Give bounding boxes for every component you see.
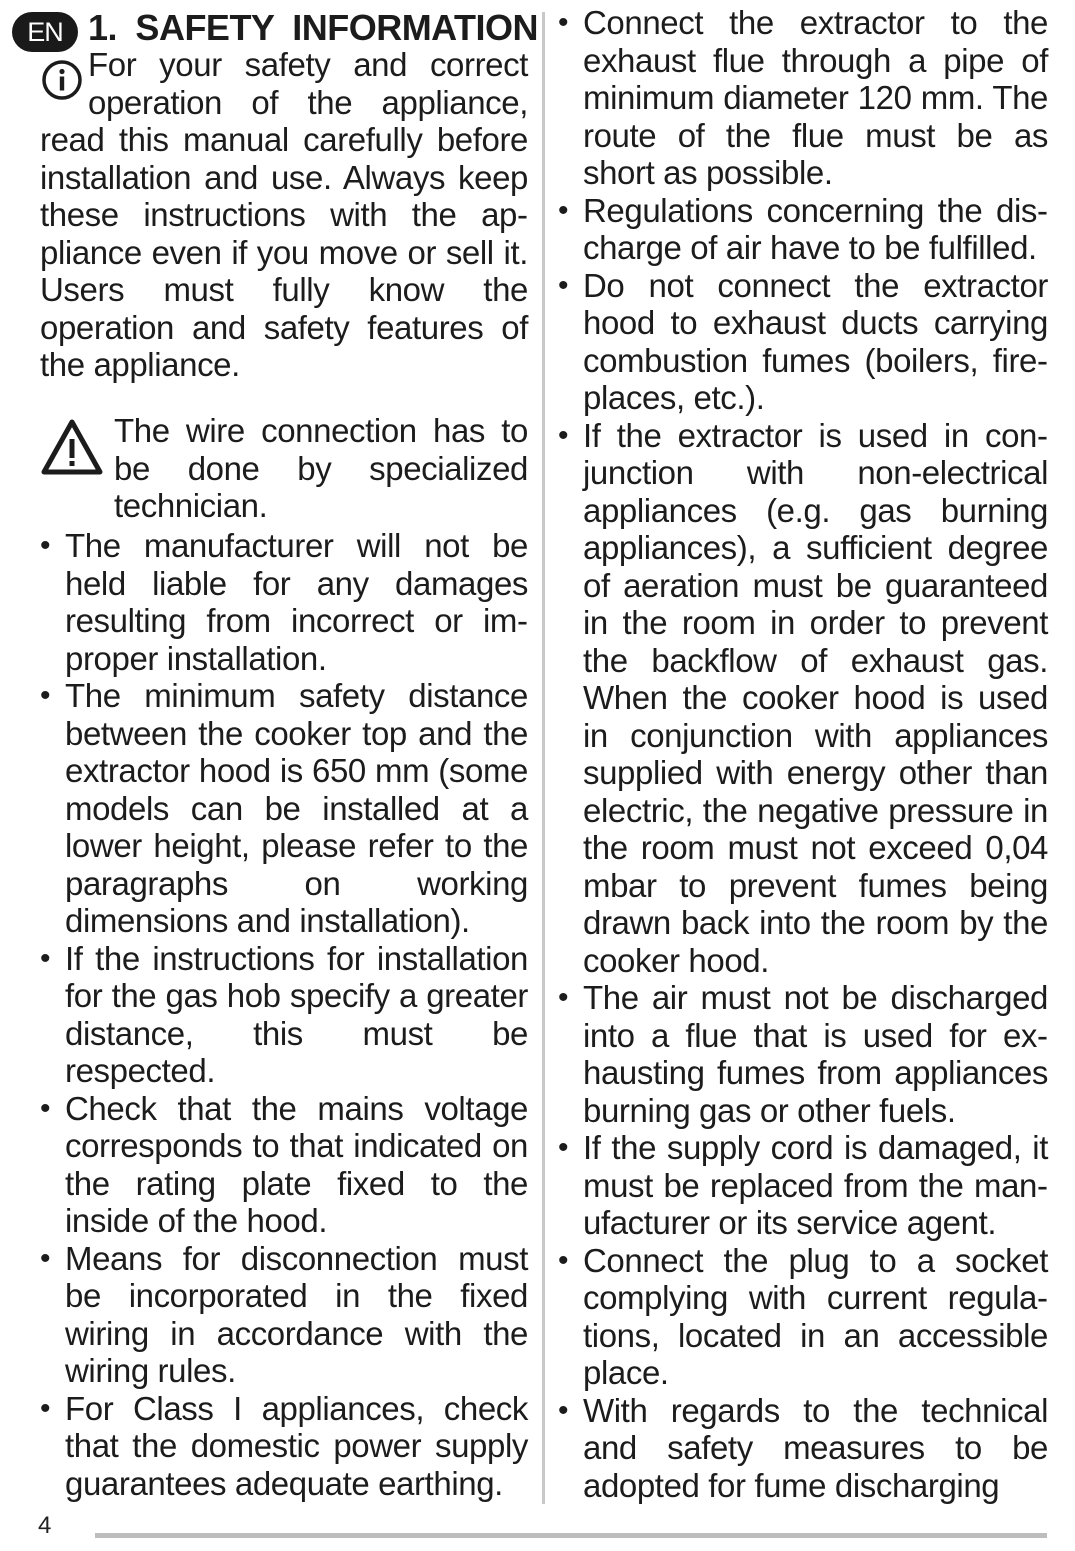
section-header	[8, 6, 538, 50]
right-bullet-list	[558, 4, 1048, 1504]
list-item: • The air must not be discharged into a flue that is used for exhausting fumes from appliances burning gas or other fuels.	[558, 979, 1048, 1129]
list-item: • Do not connect the extractor hood to exhaust ducts carrying combustion fumes (boilers, fireplaces, etc.).	[558, 267, 1048, 417]
list-item: • Regulations concerning the discharge of air have to be fulfilled.	[558, 192, 1048, 267]
column-divider	[542, 12, 545, 1504]
list-item: • For Class I appliances, check that the domestic power supply guarantees adequate earthing.	[40, 1390, 528, 1503]
page-number: 4	[38, 1512, 52, 1539]
list-item: • Connect the plug to a socket complying with current regulations, located in an accessible place.	[558, 1242, 1048, 1392]
list-item: • Connect the extractor to the exhaust flue through a pipe of minimum diameter 120 mm. The route of the flue must be as short as possible.	[558, 4, 1048, 192]
list-item: • Check that the mains voltage corresponds to that indicated on the rating plate fixed to the inside of the hood.	[40, 1090, 528, 1240]
list-item: • If the extractor is used in conjunction with non-electrical appliances (e.g. gas burning appliances), a sufficient degree of aeration must be guaranteed in the room in order to prevent the backflow of exhaust gas. When the cooker hood is used in conjunction with appliances supplied with energy other than electric, the negative pressure in the room must not exceed 0,04 mbar to prevent fumes being drawn back into the room by the cooker hood.	[558, 417, 1048, 980]
language-badge: EN	[12, 12, 78, 52]
list-item: • The manufacturer will not be held liable for any damages resulting from incorrect or improper installation.	[40, 527, 528, 677]
warning-notice	[40, 412, 528, 525]
list-item: • Means for disconnection must be incorporated in the fixed wiring in accordance with the wiring rules.	[40, 1240, 528, 1390]
warning-triangle-icon	[40, 418, 104, 476]
warning-text: The wire connection has to be done by specialized technician.	[114, 412, 528, 524]
intro-paragraph	[40, 46, 528, 384]
section-title: 1. SAFETY INFORMATION	[88, 7, 538, 48]
footer-rule	[95, 1533, 1047, 1538]
intro-text: For your safety and correct operation of the appliance, read this manual carefully before installation and use. Always keep these instructions with the appliance even if you move or sell it. Users must fully know the operation and safety features of the appliance.	[40, 46, 528, 383]
list-item: • With regards to the technical and safety measures to be adopted for fume discharging	[558, 1392, 1048, 1505]
info-icon	[40, 58, 84, 102]
left-bullet-list	[40, 527, 528, 1502]
list-item: • The minimum safety distance between the cooker top and the extractor hood is 650 mm (some models can be installed at a lower height, please refer to the paragraphs on working dimensions and installation).	[40, 677, 528, 940]
list-item: • If the supply cord is damaged, it must be replaced from the manufacturer or its service agent.	[558, 1129, 1048, 1242]
list-item: • If the instructions for installation for the gas hob specify a greater distance, this must be respected.	[40, 940, 528, 1090]
